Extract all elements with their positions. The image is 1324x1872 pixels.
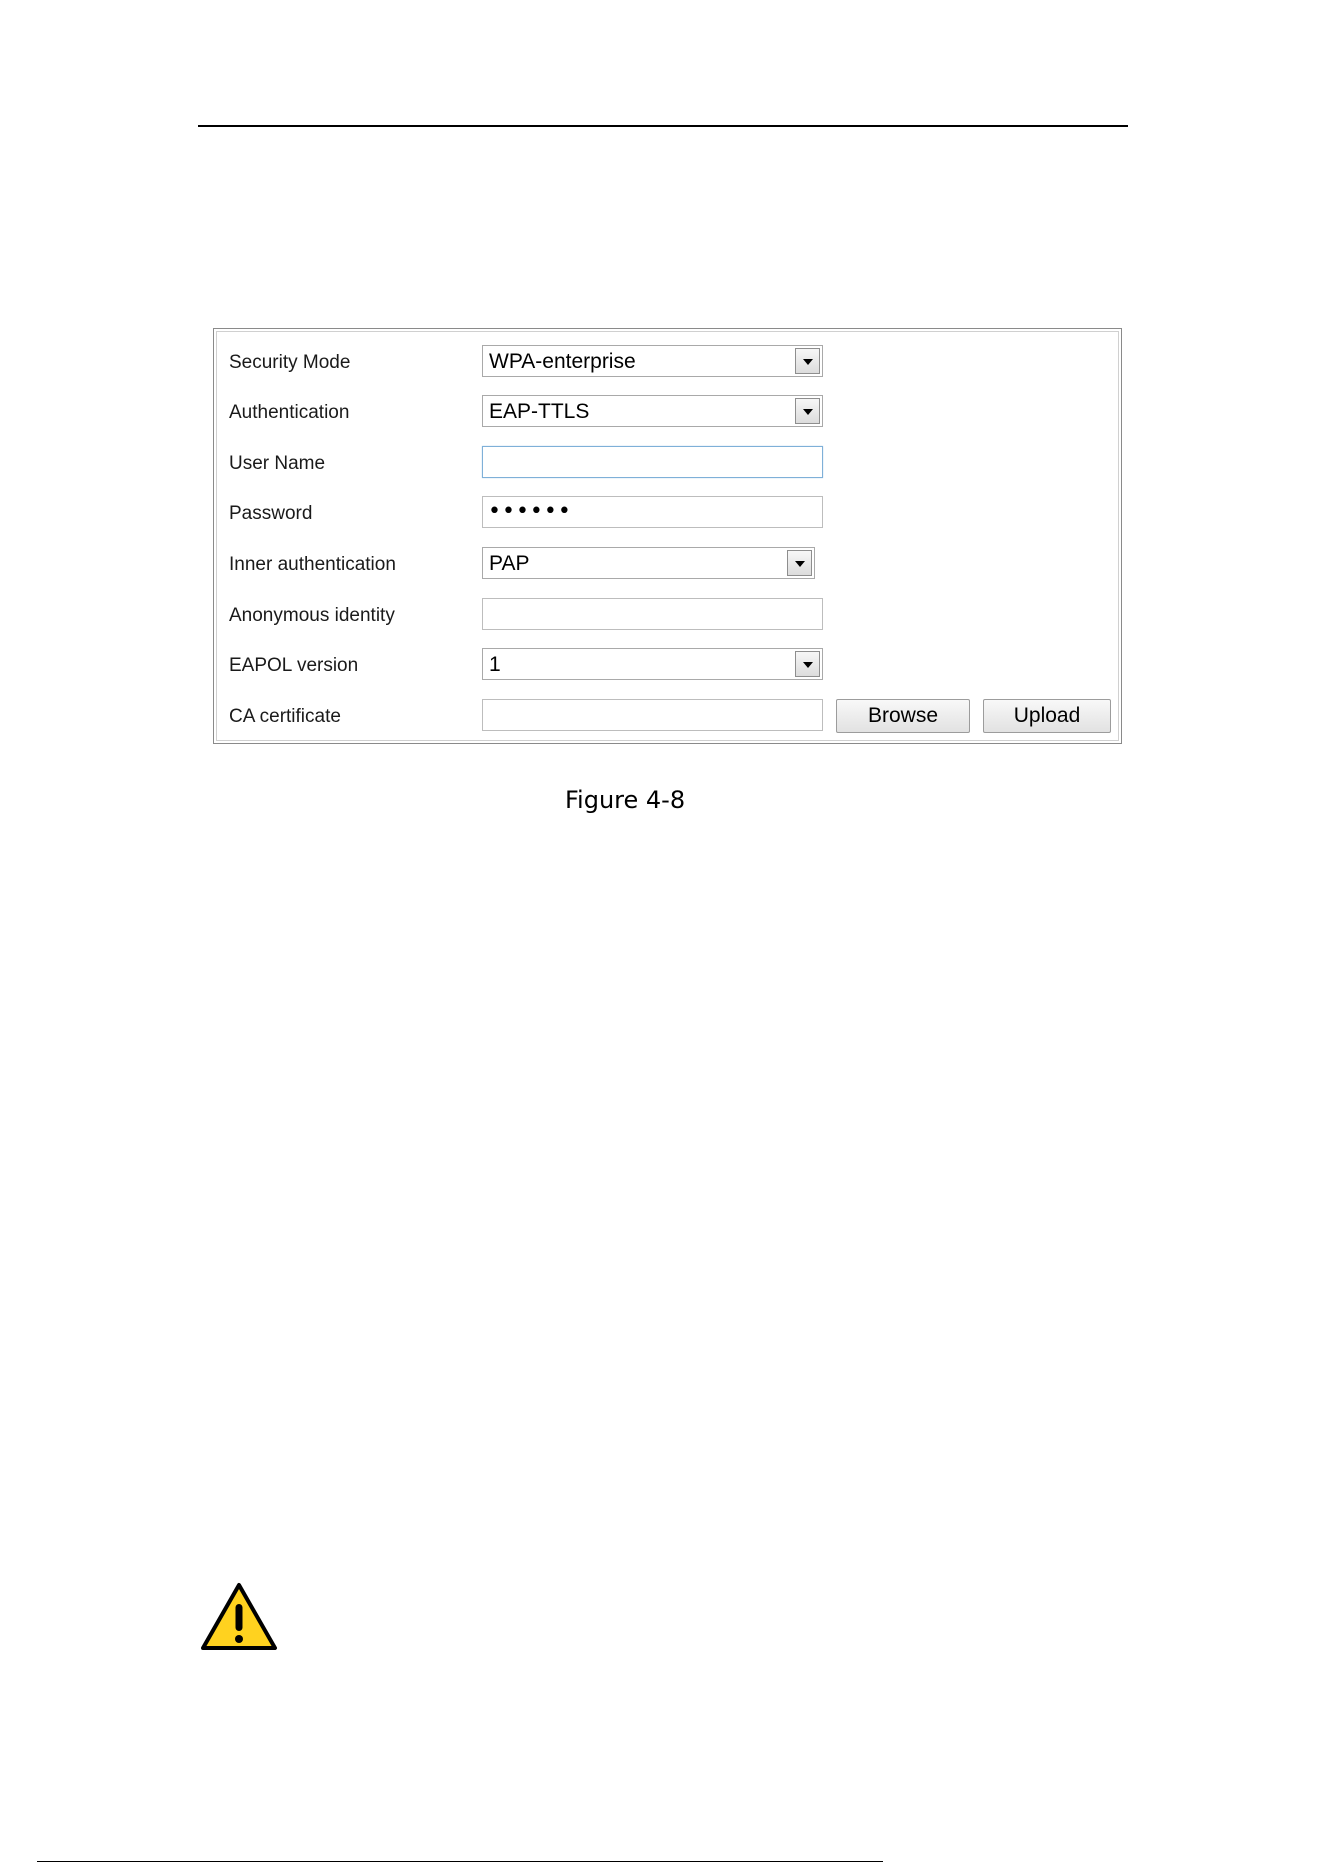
authentication-value: EAP-TTLS — [489, 400, 590, 423]
security-mode-value: WPA-enterprise — [489, 350, 636, 373]
chevron-down-icon[interactable] — [795, 651, 820, 677]
upload-button[interactable]: Upload — [983, 699, 1111, 733]
user-name-input[interactable] — [482, 446, 823, 478]
inner-authentication-label: Inner authentication — [229, 554, 396, 575]
figure-caption: Figure 4-8 — [565, 786, 686, 814]
security-mode-row — [214, 345, 1121, 379]
anonymous-identity-input[interactable] — [482, 598, 823, 630]
eapol-version-value: 1 — [489, 653, 501, 676]
browse-button[interactable]: Browse — [836, 699, 970, 733]
inner-authentication-row — [214, 547, 1121, 581]
chevron-down-icon[interactable] — [787, 550, 812, 576]
inner-authentication-select[interactable] — [482, 547, 815, 579]
password-label: Password — [229, 503, 313, 524]
footer-rule — [37, 1861, 883, 1862]
wireless-security-panel — [213, 328, 1122, 744]
authentication-row — [214, 395, 1121, 429]
inner-authentication-value: PAP — [489, 552, 530, 575]
authentication-label: Authentication — [229, 402, 350, 423]
authentication-select[interactable] — [482, 395, 823, 427]
anonymous-identity-row — [214, 598, 1121, 632]
eapol-version-label: EAPOL version — [229, 655, 359, 676]
user-name-label: User Name — [229, 453, 326, 474]
password-masked-value: •••••• — [488, 499, 572, 524]
eapol-version-row — [214, 648, 1121, 682]
chevron-down-icon[interactable] — [795, 398, 820, 424]
chevron-down-icon[interactable] — [795, 348, 820, 374]
ca-certificate-label: CA certificate — [229, 706, 341, 727]
warning-icon — [200, 1582, 278, 1652]
eapol-version-select[interactable] — [482, 648, 823, 680]
security-mode-label: Security Mode — [229, 352, 351, 373]
security-mode-select[interactable] — [482, 345, 823, 377]
user-name-row — [214, 446, 1121, 480]
header-rule — [198, 125, 1128, 127]
password-input[interactable] — [482, 496, 823, 528]
password-row — [214, 496, 1121, 530]
ca-certificate-row — [214, 699, 1121, 733]
ca-certificate-input[interactable] — [482, 699, 823, 731]
anonymous-identity-label: Anonymous identity — [229, 605, 395, 626]
